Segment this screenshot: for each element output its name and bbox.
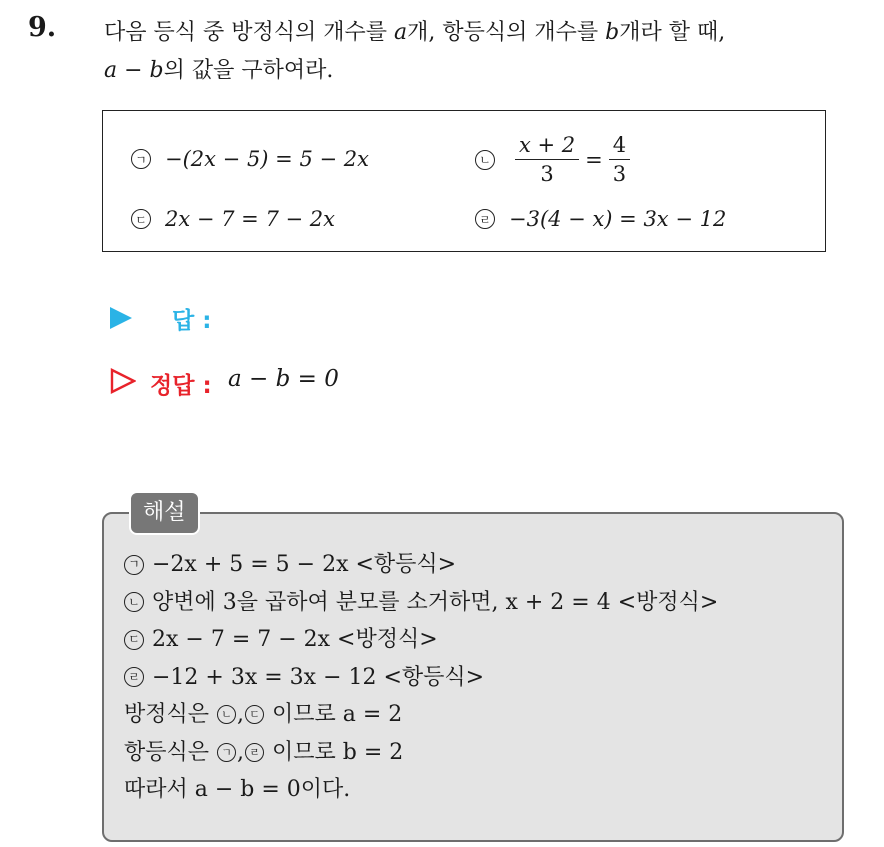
identity-suffix: 이므로 b = 2 xyxy=(272,739,404,765)
fraction-left xyxy=(515,133,579,186)
answer-arrow-icon xyxy=(110,307,132,329)
explanation-text: −2x + 5 = 5 − 2x <항등식> xyxy=(152,552,457,577)
question-text-part3: 개라 할 때, xyxy=(619,20,726,45)
question-number: 9. xyxy=(28,12,57,43)
circle-marker-icon: ㄱ xyxy=(217,743,236,762)
circle-marker-icon: ㄹ xyxy=(475,209,495,229)
option-c xyxy=(131,207,335,231)
variable-a: a xyxy=(394,20,408,45)
option-a-expression: −(2x − 5) = 5 − 2x xyxy=(165,147,369,171)
option-d xyxy=(475,207,726,231)
option-b xyxy=(475,133,636,186)
question-text-part2: 개, 항등식의 개수를 xyxy=(407,20,599,45)
circle-marker-icon: ㄱ xyxy=(124,555,144,575)
fraction-numerator: x + 2 xyxy=(515,133,579,160)
explanation-content xyxy=(124,546,718,809)
separator: , xyxy=(237,739,245,765)
option-a xyxy=(131,147,369,171)
option-c-expression: 2x − 7 = 7 − 2x xyxy=(165,207,335,231)
circle-marker-icon: ㄴ xyxy=(217,705,236,724)
circle-marker-icon: ㄹ xyxy=(124,667,144,687)
identity-prefix: 항등식은 xyxy=(124,739,210,765)
question-text-part1: 다음 등식 중 방정식의 개수를 xyxy=(104,20,387,45)
variable-b: b xyxy=(605,20,620,45)
circle-marker-icon: ㄷ xyxy=(124,630,144,650)
circle-marker-icon: ㄱ xyxy=(131,149,151,169)
question-text xyxy=(104,14,864,90)
explanation-tab: 해설 xyxy=(129,491,200,535)
equation-suffix: 이므로 a = 2 xyxy=(272,702,403,727)
equation-prefix: 방정식은 xyxy=(124,702,210,727)
fraction-denominator: 3 xyxy=(612,162,627,186)
circle-marker-icon: ㄷ xyxy=(245,705,264,724)
explanation-line xyxy=(124,546,718,584)
fraction-right xyxy=(609,133,630,186)
explanation-text: −12 + 3x = 3x − 12 <항등식> xyxy=(152,664,485,690)
fraction-numerator: 4 xyxy=(609,133,630,160)
solution-arrow-icon xyxy=(110,368,136,394)
explanation-final: 따라서 a − b = 0이다. xyxy=(124,777,351,802)
option-d-expression: −3(4 − x) = 3x − 12 xyxy=(509,207,727,231)
circle-marker-icon: ㄴ xyxy=(124,592,144,612)
explanation-line xyxy=(124,621,718,659)
question-text-part4: 의 값을 구하여라. xyxy=(163,58,334,83)
explanation-line xyxy=(124,659,718,697)
circle-marker-icon: ㄹ xyxy=(245,743,264,762)
equals-sign: = xyxy=(585,147,603,172)
answer-label: 답 : xyxy=(172,308,212,334)
explanation-final-line xyxy=(124,771,718,809)
fraction-denominator: 3 xyxy=(540,162,554,186)
solution-value: a − b = 0 xyxy=(228,366,339,392)
explanation-line xyxy=(124,584,718,622)
circle-marker-icon: ㄴ xyxy=(475,150,495,170)
explanation-text: 양변에 3을 곱하여 분모를 소거하면, x + 2 = 4 <방정식> xyxy=(152,589,719,615)
question-expression: a − b xyxy=(104,58,164,83)
explanation-identity-line xyxy=(124,734,718,772)
circle-marker-icon: ㄷ xyxy=(131,209,151,229)
explanation-text: 2x − 7 = 7 − 2x <방정식> xyxy=(152,627,438,652)
separator: , xyxy=(237,702,245,727)
options-box xyxy=(102,110,826,252)
explanation-equation-line xyxy=(124,696,718,734)
solution-label: 정답 : xyxy=(150,373,212,399)
